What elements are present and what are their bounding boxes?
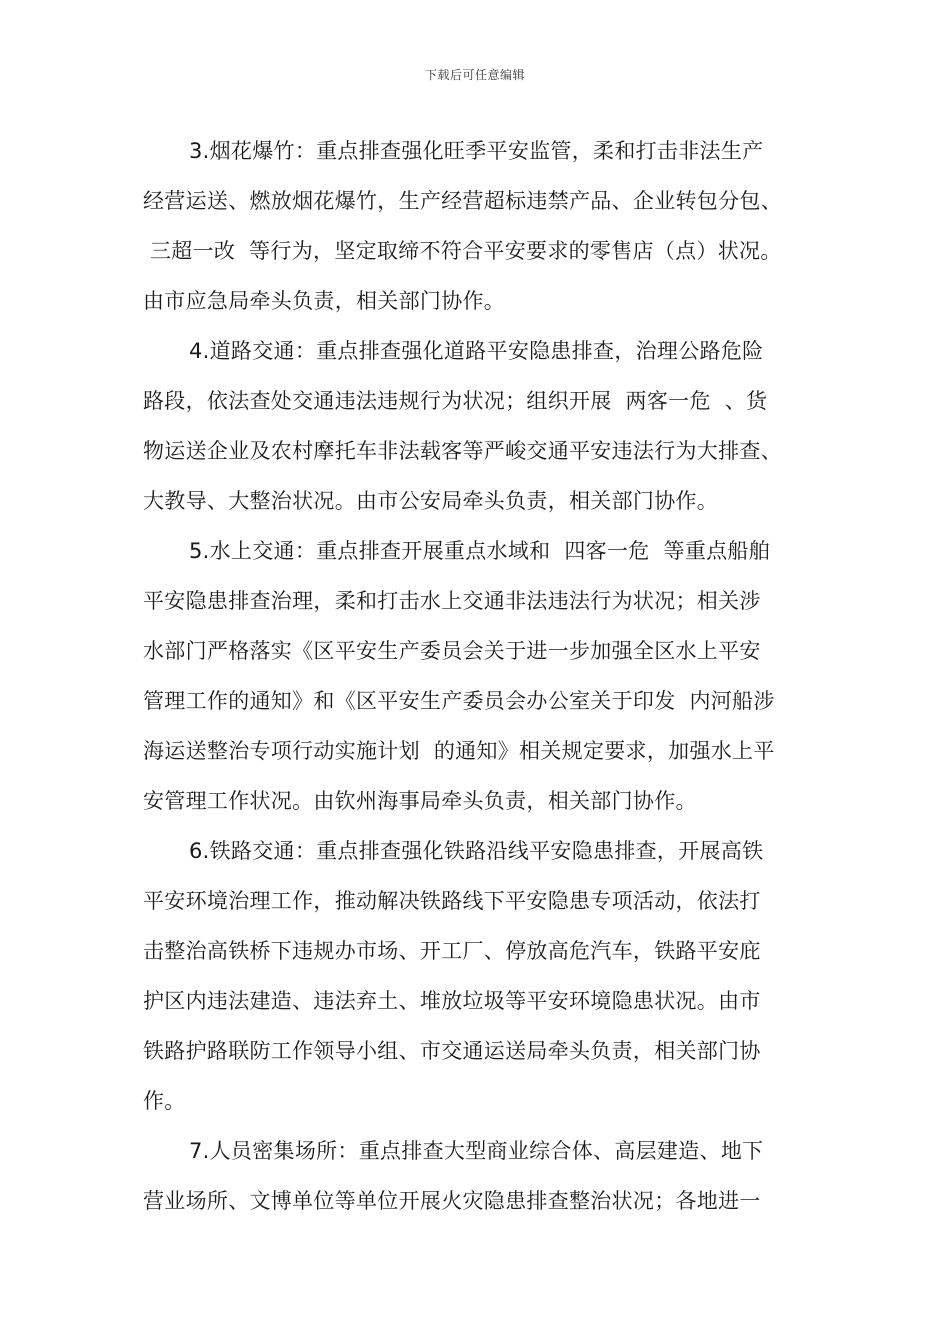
text-line: 平安隐患排查治理，柔和打击水上交通非法违法行为状况；相关涉 (143, 589, 761, 613)
paragraph-railway-traffic (143, 826, 823, 1126)
text-line: 击整治高铁桥下违规办市场、开工厂、停放高危汽车，铁路平安庇 (143, 939, 761, 963)
text-line: 海运送整治专项行动实施计划 的通知》相关规定要求，加强水上平 (143, 739, 775, 763)
text-line: 大教导、大整治状况。由市公安局牵头负责，相关部门协作。 (143, 489, 719, 513)
text-line: 水部门严格落实《区平安生产委员会关于进一步加强全区水上平安 (143, 639, 761, 663)
paragraph-water-traffic (143, 526, 823, 826)
text-line: 4.道路交通：重点排查强化道路平安隐患排查，治理公路危险 (189, 339, 764, 363)
text-line: 平安环境治理工作，推动解决铁路线下平安隐患专项活动，依法打 (143, 889, 761, 913)
page-header: 下载后可任意编辑 (424, 68, 525, 82)
text-line: 6.铁路交通：重点排查强化铁路沿线平安隐患排查，开展高铁 (189, 839, 764, 863)
text-line: 经营运送、燃放烟花爆竹，生产经营超标违禁产品、企业转包分包、 (143, 189, 782, 213)
text-line: 由市应急局牵头负责，相关部门协作。 (143, 289, 506, 313)
document-body (143, 126, 823, 1226)
text-line: 5.水上交通：重点排查开展重点水域和 四客一危 等重点船舶 (189, 539, 771, 563)
text-line: 7.人员密集场所：重点排查大型商业综合体、高层建造、地下 (189, 1139, 764, 1163)
text-line: 铁路护路联防工作领导小组、市交通运送局牵头负责，相关部门协 (143, 1039, 761, 1063)
text-line: 路段，依法查处交通违法违规行为状况；组织开展 两客一危 、货 (143, 389, 768, 413)
text-line: 安管理工作状况。由钦州海事局牵头负责，相关部门协作。 (143, 789, 697, 813)
text-line: 作。 (143, 1089, 186, 1113)
text-line: 管理工作的通知》和《区平安生产委员会办公室关于印发 内河船涉 (143, 689, 775, 713)
paragraph-fireworks (143, 126, 823, 326)
text-line: 物运送企业及农村摩托车非法载客等严峻交通平安违法行为大排查、 (143, 439, 782, 463)
text-line: 营业场所、文博单位等单位开展火灾隐患排查整治状况；各地进一 (143, 1189, 761, 1213)
paragraph-road-traffic (143, 326, 823, 526)
text-line: 3.烟花爆竹：重点排查强化旺季平安监管，柔和打击非法生产 (189, 139, 764, 163)
paragraph-crowded-places (143, 1126, 823, 1226)
text-line: 护区内违法建造、违法弃土、堆放垃圾等平安环境隐患状况。由市 (143, 989, 761, 1013)
text-line: 三超一改 等行为，坚定取缔不符合平安要求的零售店（点）状况。 (143, 239, 782, 263)
